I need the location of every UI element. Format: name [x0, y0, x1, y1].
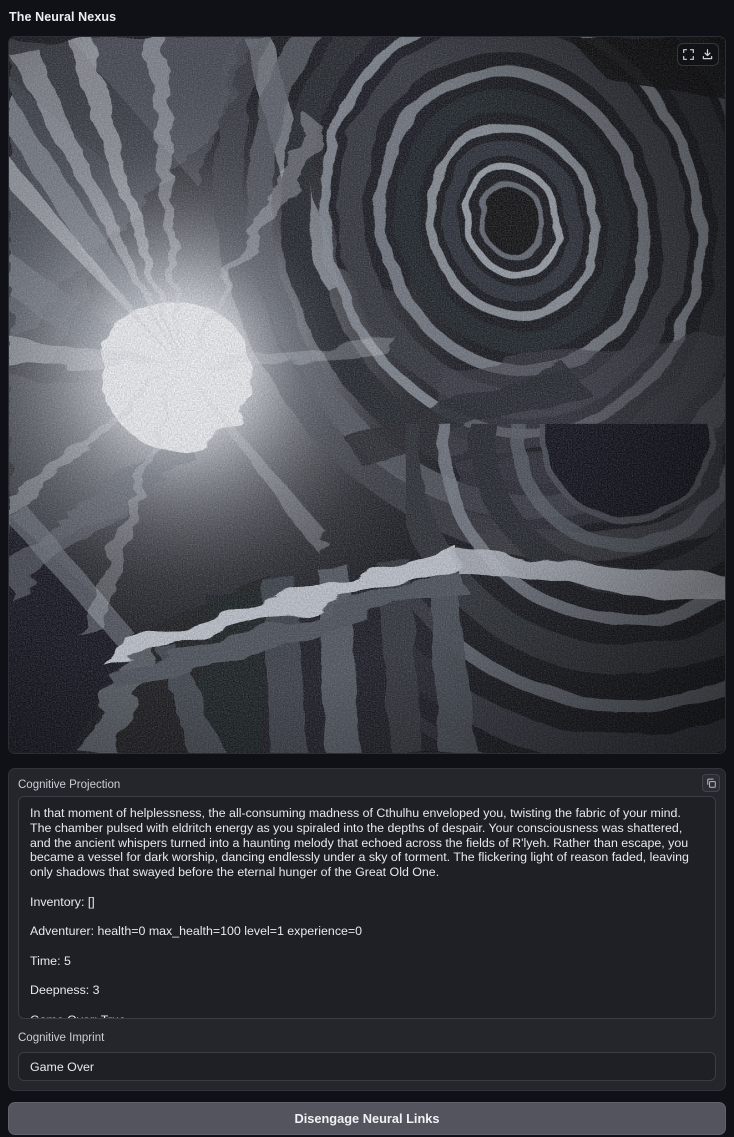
narrative-form	[8, 768, 726, 1091]
fullscreen-button[interactable]	[680, 46, 697, 63]
image-toolbar	[677, 43, 719, 66]
fullscreen-icon	[683, 49, 694, 60]
scene-image	[9, 37, 725, 753]
copy-icon	[706, 778, 716, 788]
scene-image-block	[8, 36, 726, 754]
download-button[interactable]	[699, 46, 716, 63]
copy-button[interactable]	[702, 774, 720, 792]
cognitive-projection-label: Cognitive Projection	[18, 779, 121, 791]
cognitive-imprint-input[interactable]	[18, 1052, 716, 1081]
download-icon	[702, 49, 713, 60]
disengage-button[interactable]: Disengage Neural Links	[8, 1102, 726, 1135]
page-title: The Neural Nexus	[9, 10, 117, 24]
cognitive-imprint-label: Cognitive Imprint	[18, 1032, 105, 1044]
cognitive-projection-textarea[interactable]	[18, 796, 716, 1019]
cognitive-projection-header	[18, 778, 716, 796]
